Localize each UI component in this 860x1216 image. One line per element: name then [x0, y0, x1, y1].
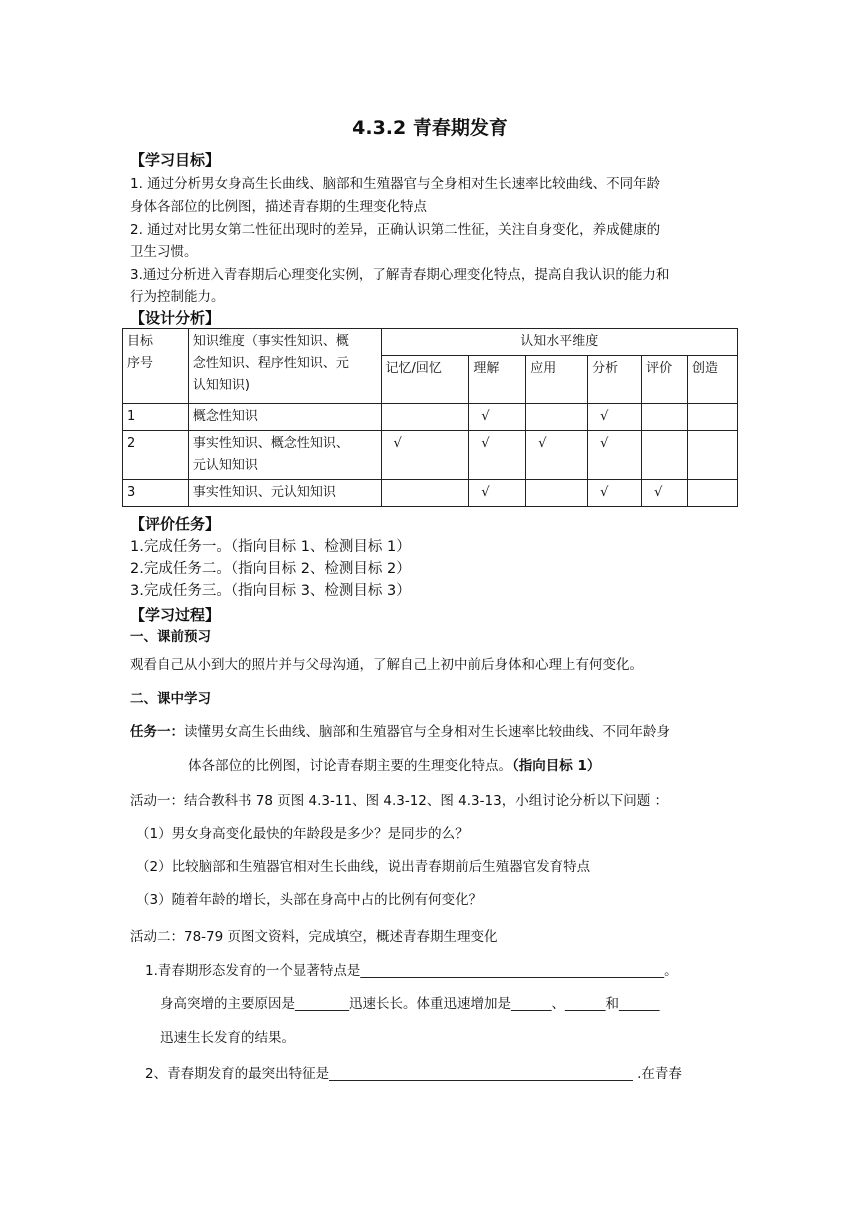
- question-item: （3）随着年龄的增长，头部在身高中占的比例有何变化？: [136, 892, 483, 908]
- header-cell-goal-id: 目标 序号: [123, 329, 189, 404]
- check-cell: √: [588, 431, 642, 480]
- check-cell: √: [469, 404, 526, 431]
- process-heading: 【学习过程】: [130, 606, 221, 624]
- header-cell-level: 分析: [588, 356, 642, 404]
- question-item: （2）比较脑部和生殖器官相对生长曲线，说出青春期前后生殖器官发育特点: [136, 859, 591, 875]
- check-cell: [642, 404, 688, 431]
- pre-class-heading: 一、课前预习: [130, 629, 211, 645]
- check-cell: √: [588, 404, 642, 431]
- header-cell-knowledge: 知识维度（事实性知识、概 念性知识、程序性知识、元 认知知识): [188, 329, 381, 404]
- header-cell-level: 应用: [526, 356, 588, 404]
- task1-line: 任务一：读懂男女高生长曲线、脑部和生殖器官与全身相对生长速率比较曲线、不同年龄身: [130, 724, 670, 740]
- table-row: 1 概念性知识 √ √: [123, 404, 738, 431]
- check-cell: √: [381, 431, 469, 480]
- check-cell: √: [469, 431, 526, 480]
- evaluation-heading: 【评价任务】: [130, 515, 221, 533]
- header-cell-level: 理解: [469, 356, 526, 404]
- objective-line: 3.通过分析进入青春期后心理变化实例，了解青春期心理变化特点，提高自我认识的能力和: [130, 267, 670, 283]
- objectives-heading: 【学习目标】: [130, 151, 221, 169]
- check-cell: [381, 480, 469, 507]
- check-cell: √: [642, 480, 688, 507]
- objective-line: 卫生习惯。: [130, 244, 198, 260]
- check-cell: √: [588, 480, 642, 507]
- page-title: 4.3.2 青春期发育: [352, 117, 508, 139]
- in-class-heading: 二、课中学习: [130, 691, 211, 707]
- fill-in-line: 身高突增的主要原因是________迅速长长。体重迅速增加是______、______和______: [160, 996, 660, 1012]
- design-heading: 【设计分析】: [130, 309, 221, 327]
- task1-label: 任务一：: [130, 724, 184, 740]
- header-cell-cognitive-level: 认知水平维度: [381, 329, 738, 356]
- objective-line: 2. 通过对比男女第二性征出现时的差异，正确认识第二性征，关注自身变化，养成健康的: [130, 222, 661, 238]
- check-cell: [688, 431, 738, 480]
- task1-target: （指向目标 1）: [512, 758, 601, 774]
- check-cell: √: [469, 480, 526, 507]
- objective-line: 1. 通过分析男女身高生长曲线、脑部和生殖器官与全身相对生长速率比较曲线、不同年龄: [130, 176, 661, 192]
- objective-line: 行为控制能力。: [130, 289, 225, 305]
- fill-in-line: 1.青春期形态发育的一个显著特点是_____________________________________________。: [145, 963, 678, 979]
- check-cell: [688, 404, 738, 431]
- table-row: 2 事实性知识、概念性知识、 元认知知识 √ √ √ √: [123, 431, 738, 480]
- pre-class-text: 观看自己从小到大的照片并与父母沟通，了解自己上初中前后身体和心理上有何变化。: [130, 657, 643, 673]
- activity2-text: 活动二：78-79 页图文资料，完成填空，概述青春期生理变化: [130, 929, 498, 945]
- check-cell: [526, 404, 588, 431]
- table-row: 3 事实性知识、元认知知识 √ √ √: [123, 480, 738, 507]
- design-analysis-table: [122, 328, 738, 507]
- check-cell: [688, 480, 738, 507]
- evaluation-item: 1.完成任务一。（指向目标 1、检测目标 1）: [130, 539, 411, 555]
- header-cell-level: 创造: [688, 356, 738, 404]
- header-cell-level: 评价: [642, 356, 688, 404]
- question-item: （1）男女身高变化最快的年龄段是多少？是同步的么？: [136, 826, 469, 842]
- objective-line: 身体各部位的比例图，描述青春期的生理变化特点: [130, 199, 427, 215]
- task1-line2: 体各部位的比例图，讨论青春期主要的生理变化特点。（指向目标 1）: [188, 758, 601, 774]
- fill-in-line: 2、青春期发育的最突出特征是_____________________________________________ .在青春: [145, 1066, 682, 1082]
- check-cell: [381, 404, 469, 431]
- activity1-text: 活动一：结合教科书 78 页图 4.3-11、图 4.3-12、图 4.3-13，小组讨论分析以下问题 ：: [130, 793, 668, 809]
- check-cell: √: [526, 431, 588, 480]
- evaluation-item: 2.完成任务二。（指向目标 2、检测目标 2）: [130, 561, 411, 577]
- check-cell: [642, 431, 688, 480]
- evaluation-item: 3.完成任务三。（指向目标 3、检测目标 3）: [130, 583, 411, 599]
- check-cell: [526, 480, 588, 507]
- header-cell-level: 记忆/回忆: [381, 356, 469, 404]
- fill-in-line: 迅速生长发育的结果。: [160, 1030, 295, 1046]
